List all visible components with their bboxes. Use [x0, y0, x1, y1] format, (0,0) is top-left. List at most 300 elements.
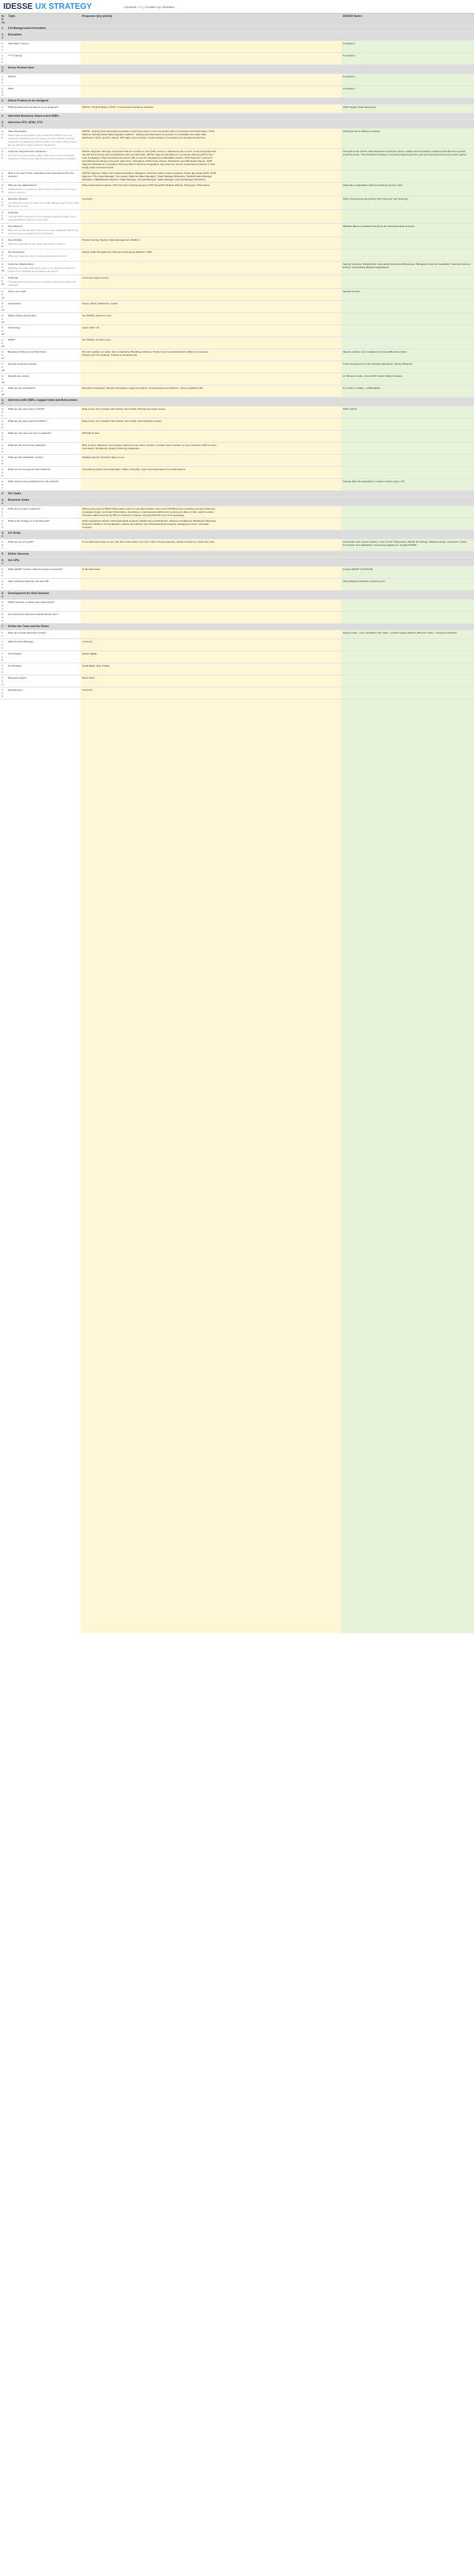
row-topic [6, 41, 80, 53]
row-index: 3.2.4 [0, 443, 6, 455]
row-topic [6, 651, 80, 663]
row-notes [341, 210, 474, 224]
row-notes [341, 313, 474, 325]
row-response-extra [219, 675, 341, 687]
column-header: Topic [6, 14, 80, 26]
topic-text: UX Goals [8, 531, 21, 535]
row-notes [341, 301, 474, 313]
row-topic [6, 579, 80, 591]
row-notes [341, 114, 474, 120]
table-row [0, 479, 474, 491]
column-header: Index [0, 14, 6, 26]
row-response-extra [219, 313, 341, 325]
topic-text: Demo Product User [8, 66, 35, 69]
table-row [0, 250, 474, 262]
topic-text: What are the current use statistics? [8, 444, 47, 447]
row-response [80, 497, 219, 506]
topic-text: Who is our rival? [8, 290, 27, 293]
table-row [0, 313, 474, 325]
row-index: 3.1.16 [0, 337, 6, 349]
row-response-extra [219, 275, 341, 289]
row-index: 1.2.1 [0, 74, 6, 86]
title-ux-strategy: UX STRATEGY [35, 2, 93, 11]
table-row [0, 419, 474, 431]
row-index: 3.2.3 [0, 431, 6, 443]
column-header-row [0, 14, 474, 26]
row-topic [6, 624, 80, 630]
row-response [80, 65, 219, 74]
row-response-extra [219, 386, 341, 398]
row-topic [6, 558, 80, 567]
topic-text: What are the constraints? [8, 386, 36, 390]
row-notes [341, 497, 474, 506]
row-response-extra [219, 301, 341, 313]
section-row [0, 398, 474, 407]
row-notes: Sample data: Demographics; Location; Device types / OS [341, 479, 474, 491]
row-response [80, 579, 219, 591]
row-notes: SCM: Fixed license fee pricing; SFA: Price per user licensing [341, 196, 474, 210]
row-notes [341, 687, 474, 700]
row-response [80, 224, 219, 237]
row-topic [6, 591, 80, 600]
row-index: 1.2 [0, 65, 6, 74]
row-topic [6, 250, 80, 262]
row-notes [341, 32, 474, 41]
topic-text: Information Course [8, 42, 29, 45]
row-notes [341, 651, 474, 663]
row-response-extra [219, 250, 341, 262]
row-notes [341, 337, 474, 349]
row-notes: Completed [341, 74, 474, 86]
row-notes [341, 171, 474, 183]
topic-text: INSTAL [8, 75, 17, 78]
section-row [0, 26, 474, 32]
row-response-extra [219, 479, 341, 491]
table-row [0, 41, 474, 53]
topic-text: Customer Segment and motivations [8, 150, 47, 153]
table-row [0, 539, 474, 551]
row-index: 5.1.2 [0, 579, 6, 591]
row-topic [6, 74, 80, 86]
row-response: Idesse Digital [80, 651, 219, 663]
guiding-question: What key activities do our value propositions require? [8, 242, 66, 246]
row-topic [6, 337, 80, 349]
table-row [0, 455, 474, 467]
table-row [0, 86, 474, 98]
topic-text: Business Problems and Pain Points [8, 350, 47, 353]
row-index: 3.1.15 [0, 325, 6, 337]
row-response-extra [219, 237, 341, 250]
row-notes [341, 591, 474, 600]
table-row [0, 361, 474, 374]
row-index: 7 [0, 624, 6, 630]
row-topic [6, 120, 80, 129]
row-response [80, 26, 219, 32]
topic-text: What is the strategy to meet that goal? [8, 519, 50, 522]
row-notes [341, 237, 474, 250]
topic-text: What can we do good to have features? [8, 468, 52, 471]
topic-text: Define the Team and the Roles [8, 625, 49, 628]
row-topic [6, 675, 80, 687]
row-index: 1 [0, 26, 6, 32]
table-row [0, 105, 474, 114]
row-topic [6, 86, 80, 98]
row-index: 5.2.2 [0, 612, 6, 624]
row-topic [6, 301, 80, 313]
row-response-extra [219, 41, 341, 53]
topic-text: Start collecting data from the User DB [8, 580, 49, 583]
row-topic [6, 171, 80, 183]
row-notes: Completed [341, 86, 474, 98]
topic-text: Who can provide what kind of help? [8, 631, 47, 634]
row-index: 5.2.1 [0, 600, 6, 612]
table-row [0, 374, 474, 386]
section-row [0, 491, 474, 497]
row-topic [6, 386, 80, 398]
row-notes [341, 120, 474, 129]
row-response: Pharmaceutical Companies; OTC (Product Tracking System); RTM (Scientific Medical Offices); Physicians; Pharmacies [80, 183, 219, 196]
guiding-question: What type of relationship does each of our customer segments expect us to establish and maintain with them? [8, 266, 76, 273]
row-topic [6, 196, 80, 210]
row-response-extra [219, 129, 341, 149]
row-topic [6, 237, 80, 250]
row-topic [6, 407, 80, 419]
row-response: Customer support teams [80, 275, 219, 289]
table-row [0, 579, 474, 591]
row-response-extra [219, 419, 341, 431]
row-response [80, 86, 219, 98]
row-response-extra [219, 183, 341, 196]
row-response [80, 491, 219, 497]
row-response [80, 479, 219, 491]
row-response-extra [219, 651, 341, 663]
table-row [0, 651, 474, 663]
row-index: 3.1.10 [0, 262, 6, 275]
row-notes [341, 325, 474, 337]
topic-text: SEAL Product Manager [8, 640, 34, 643]
row-response-extra [219, 26, 341, 32]
table-row [0, 149, 474, 171]
row-response-extra [219, 558, 341, 567]
row-notes [341, 675, 474, 687]
row-response: 80% of users: Maximum user session; Minimum user effort; Number of Orders Sent; Number of user's locations. 20% of users: Information; Monitoring; Guiding; Planning; Evaluation. [80, 443, 219, 455]
row-index: 4.2.1 [0, 539, 6, 551]
row-topic [6, 65, 80, 74]
topic-text: How should we disinvest selected feature dev? [8, 613, 59, 616]
row-index: 3.2 [0, 398, 6, 407]
row-response-extra [219, 349, 341, 361]
row-topic [6, 479, 80, 491]
row-response [80, 41, 219, 53]
guiding-question: Through which channels do our customer segments want to be reached? Which channels work best? [8, 215, 76, 221]
table-row [0, 289, 474, 301]
row-topic [6, 600, 80, 612]
guiding-question: Through which channels do our Customer Segments want to be reached? [8, 280, 76, 287]
row-topic [6, 612, 80, 624]
table-row [0, 663, 474, 675]
row-response-extra [219, 398, 341, 407]
table-row [0, 506, 474, 518]
topic-text: ***** Training [8, 54, 23, 57]
topic-text: What are the pain points of INSTAL? [8, 419, 47, 423]
row-response [80, 558, 219, 567]
topic-text: Development for Real Solution [8, 592, 49, 595]
topic-text: What products are intended to be re-designed? [8, 105, 59, 109]
topic-text: Define Success [8, 552, 29, 555]
row-response: Licensing [80, 196, 219, 210]
row-topic [6, 183, 80, 196]
table-row [0, 301, 474, 313]
topic-text: Set KPIs [8, 559, 20, 562]
row-notes: IDESSE data is purchased directly by the pharmaceutical company [341, 224, 474, 237]
table-row [0, 262, 474, 275]
row-response-extra [219, 407, 341, 419]
row-response-extra [219, 539, 341, 551]
row-response: Supply Chain Management; Business Technology Platform; CRM [80, 250, 219, 262]
row-index: 3.1.20 [0, 386, 6, 398]
row-index: 5.1 [0, 558, 6, 567]
row-response: Customer [80, 639, 219, 651]
row-response [80, 591, 219, 600]
row-notes: Sample sources [341, 289, 474, 301]
row-notes [341, 663, 474, 675]
row-notes: Three processes for a user-friendly experience: Service Blueprint [341, 361, 474, 374]
row-notes [341, 467, 474, 479]
row-topic [6, 275, 80, 289]
topic-text: What do you want to achieve? [8, 507, 41, 510]
row-notes: IT is built in a Sales + CRM fashion [341, 386, 474, 398]
row-response-extra [219, 210, 341, 224]
table-row [0, 237, 474, 250]
section-row [0, 114, 474, 120]
table-row [0, 443, 474, 455]
row-index: 3 [0, 114, 6, 120]
row-response: Data of use; Too crowded; Not intuitive; Not mobile; Printing and export issues [80, 407, 219, 419]
row-index: 3.2.1 [0, 407, 6, 419]
row-response [80, 398, 219, 407]
row-index: 4.1 [0, 497, 6, 506]
topic-text: Business Analyst [8, 676, 27, 679]
section-row [0, 624, 474, 630]
row-response-extra [219, 567, 341, 579]
row-response: Product training; Supply Chain Management; Platform [80, 237, 219, 250]
row-index: 1.1.1 [0, 41, 6, 53]
row-response [80, 624, 219, 630]
row-topic [6, 530, 80, 539]
topic-text: Channels [8, 276, 19, 279]
row-index: 3.1.1 [0, 129, 6, 149]
topic-text: Key Activities [8, 238, 23, 242]
row-index: 3.1.18 [0, 361, 6, 374]
row-index: 5 [0, 551, 6, 558]
row-response-extra [219, 612, 341, 624]
topic-text: SCM [8, 87, 14, 90]
row-response [80, 32, 219, 41]
row-response: We can't explain our value, lack of marketing. Branding problems. Product can't be customized for different customers. Product can't be localized. Product is old-fashioned. [80, 349, 219, 361]
row-response-extra [219, 74, 341, 86]
topic-text: Key Partners [8, 225, 23, 228]
row-response: OFFICE IS slow [80, 431, 219, 443]
section-row [0, 65, 474, 74]
table-row [0, 224, 474, 237]
row-response-extra [219, 491, 341, 497]
row-notes [341, 455, 474, 467]
row-response: Our INSTAL position is free [80, 313, 219, 325]
row-index: 3.1.19 [0, 374, 6, 386]
table-row [0, 337, 474, 349]
section-row [0, 32, 474, 41]
row-notes: Support team - user complaints; Dev Team - product usage statistics; Business Team - Customer feedback [341, 630, 474, 639]
row-index: 1.1 [0, 32, 6, 41]
row-topic [6, 443, 80, 455]
row-topic [6, 114, 80, 120]
column-header: Response (key points) [80, 14, 219, 26]
topic-text: Sample user stories [8, 374, 30, 378]
row-notes: SCM gets future efficiency savings [341, 129, 474, 149]
row-notes [341, 443, 474, 455]
guiding-question: For what value are our customers really willing to pay? How would they prefer to pay? [8, 201, 79, 208]
row-response-extra [219, 530, 341, 539]
row-notes: SCM: userful [341, 407, 474, 419]
row-response: INSTAL Segment: Sales Force (Representatives, Managers, Directors level); Local companies; Target age range 30-60. SCM Segment: The Chain Manager, The Leader (National Sales Manager), Trade Manager Motivation. Medical Sales Manager Motivation. MEDIHALED Segment: Sales Manager, General Manager. Sales Manager, General Manager Motivation. [80, 171, 219, 183]
row-index: 7.1.2 [0, 651, 6, 663]
row-response-extra [219, 455, 341, 467]
row-response-extra [219, 262, 341, 275]
row-response-extra [219, 443, 341, 455]
row-response: INSTAL: Helping pharmaceutical companies to plan and perform more successful visits to physicians and pharmacies. SCM: Machine learning based data integration platform. Helping pharmaceutical companies to consolidate their sales data, distributors' stock, goods in transit, POS data, and to perform market analysis, forecasting and operational planning. [80, 129, 219, 149]
row-response-extra [219, 149, 341, 171]
row-response [80, 114, 219, 120]
row-topic [6, 431, 80, 443]
topic-text: Channels [8, 211, 19, 214]
table-row [0, 183, 474, 196]
row-index: 3.1.4 [0, 183, 6, 196]
row-notes [341, 518, 474, 530]
topic-text: What HEART metrics make the design successful? [8, 568, 63, 571]
table-row [0, 407, 474, 419]
table-row [0, 687, 474, 700]
row-response: Automated product via AI alternative. Table of benefits, report user automation from observations. [80, 467, 219, 479]
row-index: 3.1.5 [0, 196, 6, 210]
row-response-extra [219, 687, 341, 700]
table-row [0, 129, 474, 149]
header-meta: Updated: 2.1 | Created by: Mariana [124, 4, 175, 9]
row-index: 3.1.2 [0, 149, 6, 171]
row-notes [341, 506, 474, 518]
row-response [80, 374, 219, 386]
row-topic [6, 149, 80, 171]
table-row [0, 275, 474, 289]
row-index: 4.1.1 [0, 506, 6, 518]
row-notes: Accomplish user needs / delivery / user-centric: Responsive; Mobile first design; Adaptive design; Consistent; Clean; Conversion and satisfaction; Increased engagement; Google SMART [341, 539, 474, 551]
table-row [0, 210, 474, 224]
row-notes: As Tamara's scale, a new VHN's expert telling its status [341, 374, 474, 386]
topic-text: Who are the stakeholders? [8, 184, 37, 187]
guiding-question: Who are our key partners? Who are our key suppliers? Which key resources are we acquiring from partners? [8, 229, 79, 235]
row-response: To Be Discussed [80, 567, 219, 579]
row-response-extra [219, 639, 341, 651]
row-topic [6, 687, 80, 700]
row-index: 4.1.2 [0, 518, 6, 530]
topic-text: Who is our user? Their motivations and expectations from the product? [8, 171, 74, 178]
topic-text: What are our UX goals? [8, 540, 35, 543]
row-response: Customer [80, 687, 219, 700]
topic-text: Competitors [8, 302, 22, 305]
row-index: 3.1.7 [0, 224, 6, 237]
row-notes [341, 98, 474, 105]
row-notes: Google HEART and PULSE [341, 567, 474, 579]
row-index: 7.1.4 [0, 675, 6, 687]
row-response-extra [219, 65, 341, 74]
topic-text: Market Share and Position [8, 314, 37, 317]
topic-text: Customer Relationships [8, 262, 34, 266]
row-topic [6, 26, 80, 32]
row-topic [6, 361, 80, 374]
sheet-header [0, 0, 474, 14]
table-row [0, 612, 474, 624]
section-row [0, 497, 474, 506]
row-response-extra [219, 98, 341, 105]
row-response: Sales Operations Solution: Pharmaceutical company, Warehouse and Distributor; Business Intelligence Dashboard. Business Promotion Platform. Personalization solution and delivery tool. Pharmaceutical company management team. Overseas company. [80, 518, 219, 530]
row-notes [341, 275, 474, 289]
table-row [0, 675, 474, 687]
row-index: 3.1.3 [0, 171, 6, 183]
topic-text: What are the satisfaction points? [8, 456, 43, 459]
row-response [80, 361, 219, 374]
row-response: INSTAL Segment: Stronger companies that do not want to use IQVIA, Veeva, or Salesforce due to cost. Local companies that use MS Excel sheets and spreadsheets with only SFA data. INSTAL Segment Motivations: Companies Running INP or Gel Knot Campaigns. Pharmaceutical companies with a need for integrated and affordable solution. SCM Segment: Local and international companies using own sales force. Integrators of Pharmacy Chains, Distributors and Wholesale Depots. SCM Segment Motivations: Companies Running INP on Gel Knot Campaigns; they have the need to understand dynamics in their supply chain and stock levels. [80, 149, 219, 171]
topic-text: What are the pain points of SCM? [8, 407, 45, 411]
table-row [0, 325, 474, 337]
row-topic [6, 325, 80, 337]
table-row [0, 53, 474, 65]
row-index: 2.1 [0, 105, 6, 114]
row-topic [6, 224, 80, 237]
row-topic [6, 349, 80, 361]
row-response-extra [219, 32, 341, 41]
topic-text: Set Goals [8, 492, 22, 495]
row-response: Nesrin Berk [80, 675, 219, 687]
row-topic [6, 419, 80, 431]
strategy-table [0, 14, 474, 700]
topic-text: Value Proposition [8, 130, 27, 133]
topic-text: UX Designer [8, 664, 23, 667]
row-index: 3.2.5 [0, 455, 6, 467]
row-response-extra [219, 361, 341, 374]
row-response [80, 630, 219, 639]
row-index: 3.2.7 [0, 479, 6, 491]
row-topic [6, 506, 80, 518]
topic-text: UX Designer [8, 652, 23, 655]
row-topic [6, 32, 80, 41]
row-response-extra [219, 551, 341, 558]
topic-text: Interview Business Owners and SMEs [8, 114, 60, 118]
row-response-extra [219, 624, 341, 630]
row-index: 5.1.1 [0, 567, 6, 579]
row-response: Business Constraints: Sample Constraints; Legal Constraints; Long Development Duration; Lack of qualified staff [80, 386, 219, 398]
row-topic [6, 455, 80, 467]
title-idesse: IDESSE [3, 2, 33, 11]
guiding-question: What value do we deliver to the customer? Which one of our customer's problems are we helping to solve? Which customer needs are we satisfying? What bundles of products and services are we offering to each Customer Segment? [8, 134, 77, 147]
row-topic [6, 398, 80, 407]
topic-text: Interview with SMEs, support team and Beta-testers [8, 398, 78, 402]
section-row [0, 530, 474, 539]
row-index: 7.1.5 [0, 687, 6, 700]
table-row [0, 518, 474, 530]
row-response-extra [219, 506, 341, 518]
row-response: Our INSTAL product is free [80, 337, 219, 349]
table-row [0, 431, 474, 443]
row-notes: SCM: Supply Chain Monitoring [341, 105, 474, 114]
